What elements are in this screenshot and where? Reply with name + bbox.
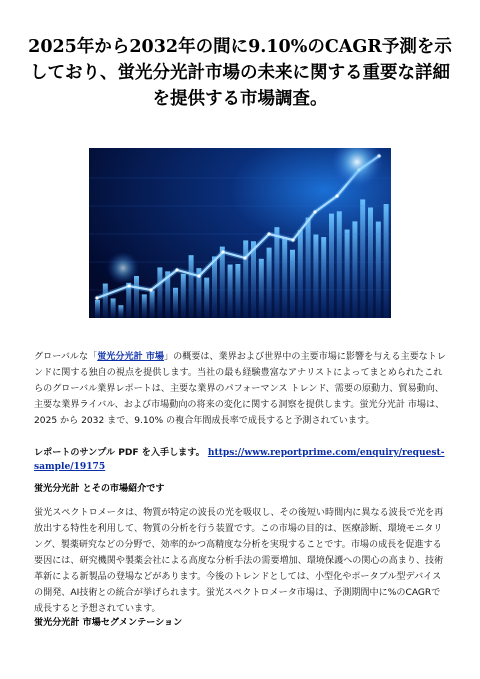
decor-bar [118, 305, 123, 318]
decor-bar [150, 291, 155, 318]
decor-bar [95, 300, 100, 318]
decor-bar [228, 265, 233, 318]
decor-bar [204, 278, 209, 318]
decor-bar [384, 204, 389, 318]
decor-bar [321, 237, 326, 318]
sample-request-link[interactable]: https://www.reportprime.com/enquiry/request-sample/19175 [34, 447, 445, 472]
decor-bar [111, 298, 116, 318]
decor-point [175, 268, 178, 271]
decor-bar [329, 214, 334, 318]
decor-bar [134, 276, 139, 318]
decor-bar [274, 227, 279, 318]
decor-point [149, 288, 152, 291]
decor-bar [368, 207, 373, 318]
decor-bar [352, 221, 357, 318]
rising-chart-graphic [89, 148, 391, 318]
decor-point [221, 250, 224, 253]
intro-prefix: グローバルな「 [34, 352, 98, 362]
section-heading-intro: 蛍光分光計 とその市場紹介です [34, 484, 165, 494]
decor-bar [235, 264, 240, 318]
intro-suffix: 」の概要は、業界および世界中の主要市場に影響を与える主要なトレンドに関する独自の視点を提供します。当社の最も経験豊富なアナリストによってまとめられたこれらのグローバル業界レポートは、主要な業界のパフォーマンス トレンド、需要の原動力、貿易動向、主要な業界ライバル、および市場動向の将来の変化に関する洞察を提供します。蛍光分光計 市場は、2025 から 2032 まで、9.10% の複合年間成長率で成長すると予測されています。 [34, 352, 446, 426]
decor-bar [189, 255, 194, 318]
decor-bar [267, 248, 272, 318]
decor-bar [282, 238, 287, 318]
decor-bar [298, 230, 303, 318]
decor-bar [376, 222, 381, 318]
decor-bar [181, 274, 186, 318]
intro-paragraph [34, 349, 447, 429]
decor-point [95, 296, 98, 299]
market-keyword-link[interactable]: 蛍光分光計 市場 [97, 352, 165, 362]
decor-point [197, 274, 200, 277]
decor-bar [360, 199, 365, 318]
section-heading-segmentation: 蛍光分光計 市場セグメンテーション [34, 618, 183, 628]
decor-point [267, 232, 270, 235]
decor-bar [103, 284, 108, 318]
decor-bar [313, 235, 318, 318]
decor-point [335, 194, 338, 197]
decor-bar [290, 250, 295, 318]
decor-point [127, 284, 130, 287]
section-intro-body: 蛍光スペクトロメータは、物質が特定の波長の光を吸収し、その後短い時間内に異なる波長で光を再放出する特性を利用して、物質の分析を行う装置です。この市場の目的は、医療診断、環境モニタリング、製薬研究などの分野で、効率的かつ高精度な分析を実現することです。市場の成長を促進する要因には、研究機関や製薬会社による高度な分析手法の需要増加、環境保護への関心の高まり、技術革新による新製品の登場などがあります。今後のトレンドとしては、小型化やポータブル型デバイスの開発、AI技術との統合が挙げられます。蛍光スペクトロメータ市場は、予測期間中に%のCAGRで成長すると予想されています。 [34, 508, 444, 614]
decor-point [313, 210, 316, 213]
decor-bar [337, 211, 342, 318]
decor-bar [173, 288, 178, 318]
sample-pdf-line [34, 446, 447, 474]
page-title: 2025年から2032年の間に9.10%のCAGR予測を示しており、蛍光分光計市場の未来に関する重要な詳細を提供する市場調査。 [28, 37, 452, 109]
decor-point [243, 256, 246, 259]
decor-bar [345, 230, 350, 318]
decor-point [291, 238, 294, 241]
sample-label: レポートのサンプル PDF を入手します。 [34, 448, 205, 458]
decor-bar [259, 259, 264, 318]
decor-bar [306, 218, 311, 318]
decor-bar [142, 294, 147, 318]
decor-bar [157, 267, 162, 318]
